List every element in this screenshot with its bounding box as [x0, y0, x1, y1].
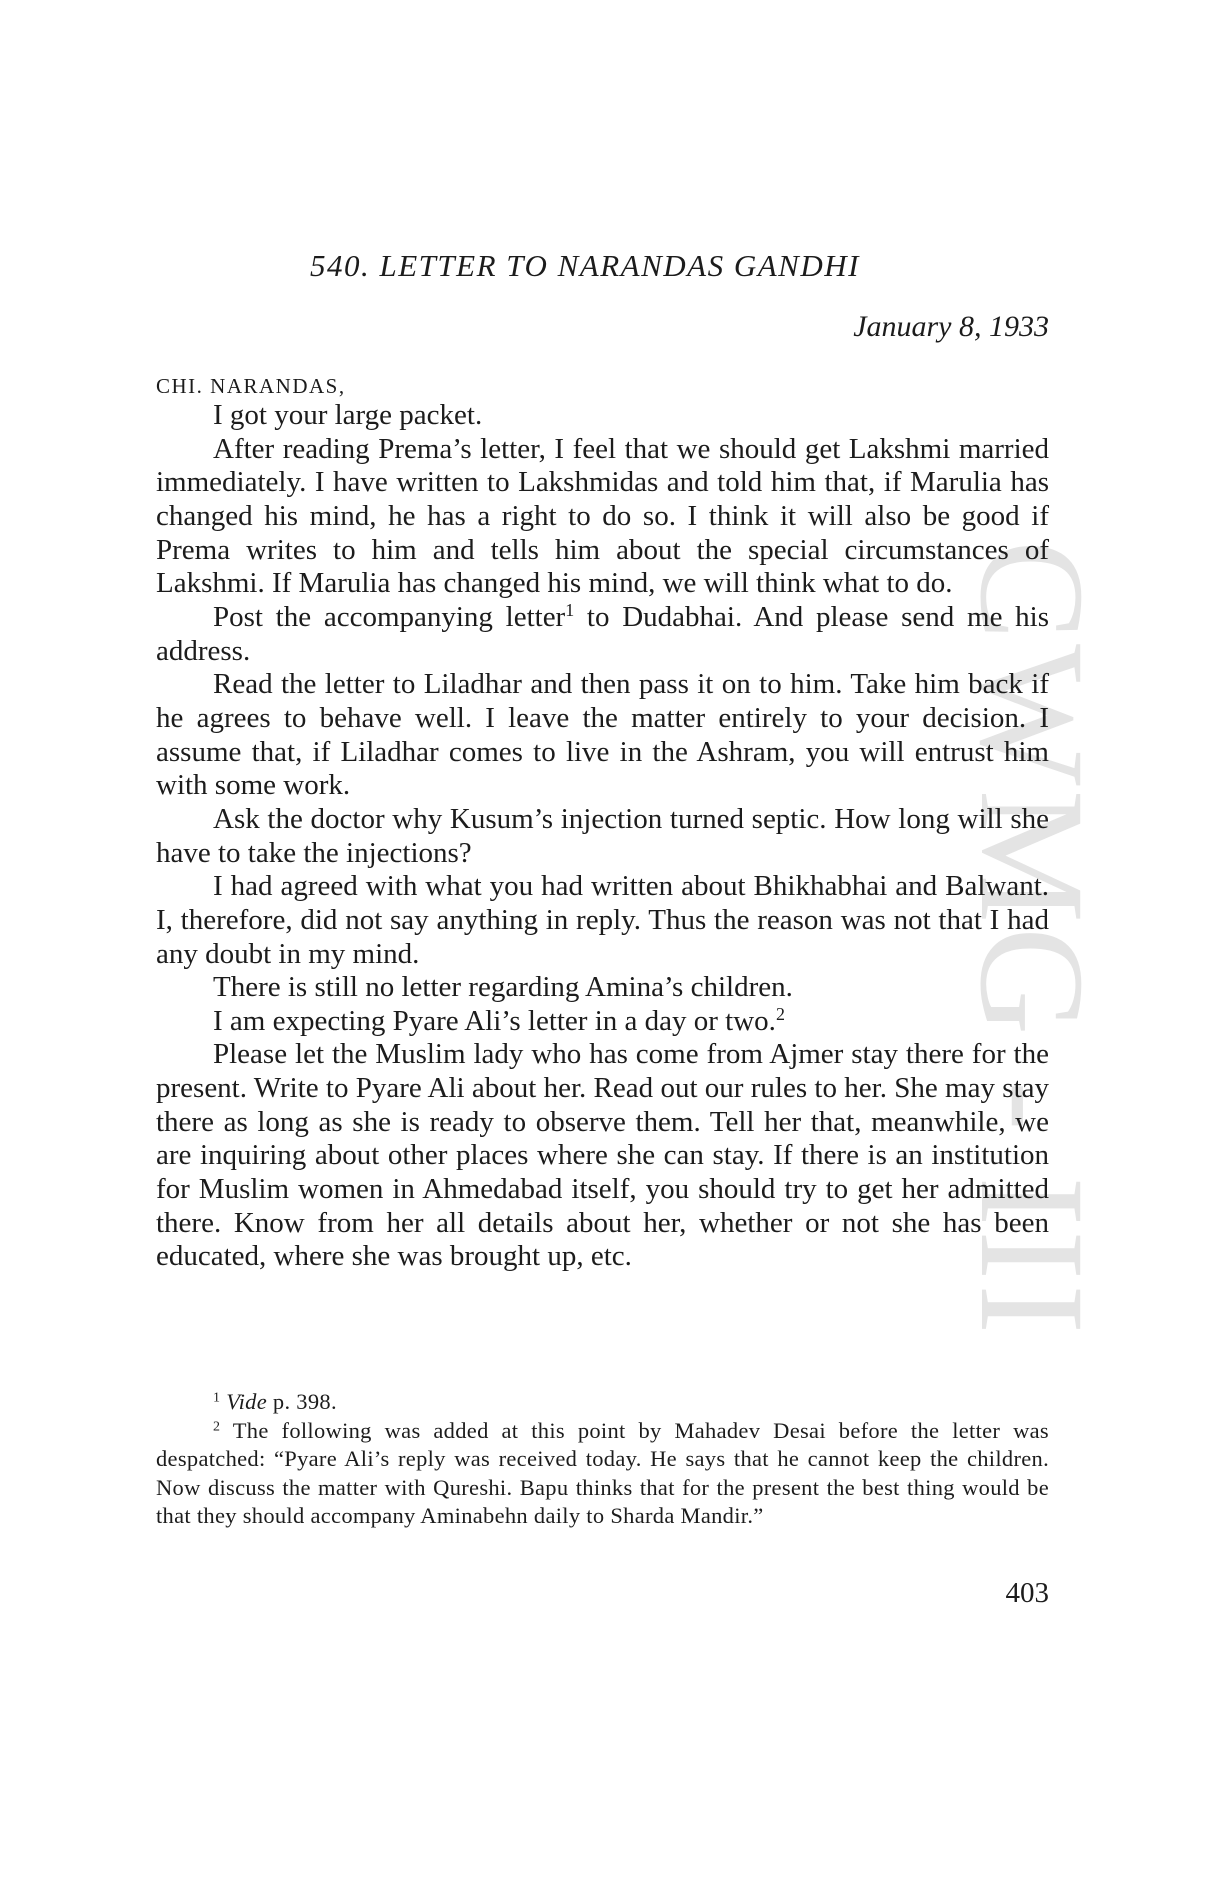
paragraph: I am expecting Pyare Ali’s letter in a day or two.$^2$	[213, 1003, 785, 1037]
paragraph: Read the letter to Liladhar and then pass it on to him. Take him back if he agrees to behave well. I leave the matter entirely to your decision. I assume that, if Liladhar comes to live in the Ashram, you will entrust him with some work.	[156, 668, 1049, 802]
paragraph: Post the accompanying letter$^1$ to Dudabhai. And please send me his address.	[156, 600, 1050, 667]
footnote: $^1$ Vide p. 398.	[213, 1389, 337, 1414]
letter-body	[156, 399, 1049, 1274]
letter-title: 540. LETTER TO NARANDAS GANDHI	[310, 248, 860, 283]
paragraph: I had agreed with what you had written about Bhikhabhai and Balwant. I, therefore, did not say anything in reply. Thus the reason was not that I had any doubt in my mind.	[156, 870, 1049, 970]
letter-date: January 8, 1933	[853, 310, 1049, 343]
footnote-ref: 2	[775, 1003, 785, 1024]
watermark-text: CWMG - III	[949, 540, 1115, 1339]
paragraph: Please let the Muslim lady who has come from Ajmer stay there for the present. Write to Pyare Ali about her. Read out our rules to her. She may stay there as long as she is ready to observe them. Tell her that, meanwhile, we are inquiring about other places where she can stay. If there is an institution for Muslim women in Ahmedabad itself, you should try to get her admitted there. Know from her all details about her, whether or not she has been educated, where she was brought up, etc.	[156, 1038, 1049, 1273]
salutation: CHI. NARANDAS,	[156, 374, 346, 398]
footnote: $^2$ The following was added at this point by Mahadev Desai before the letter was despatched: “Pyare Ali’s reply was received today. He says that he cannot keep the children. Now discuss the matter with Qureshi. Bapu thinks that for the present the best thing would be that they should accompany Aminabehn daily to Sharda Mandir.”	[156, 1417, 1049, 1529]
footnote-ref: 1	[565, 600, 575, 621]
paragraph: Ask the doctor why Kusum’s injection turned septic. How long will she have to take the injections?	[156, 802, 1049, 869]
paragraph: I got your large packet.	[213, 399, 483, 431]
page-number: 403	[1005, 1577, 1049, 1609]
paragraph: There is still no letter regarding Amina’s children.	[213, 971, 793, 1004]
footnote-marker: 1	[213, 1390, 221, 1406]
paragraph: After reading Prema’s letter, I feel that we should get Lakshmi married immediately. I have written to Lakshmidas and told him that, if Marulia has changed his mind, he has a right to do so. I think it will also be good if Prema writes to him and tells him about the special circumstances of Lakshmi. If Marulia has changed his mind, we will think what to do.	[156, 432, 1049, 600]
footnotes	[156, 1388, 1049, 1531]
footnote-marker: 2	[213, 1418, 221, 1434]
